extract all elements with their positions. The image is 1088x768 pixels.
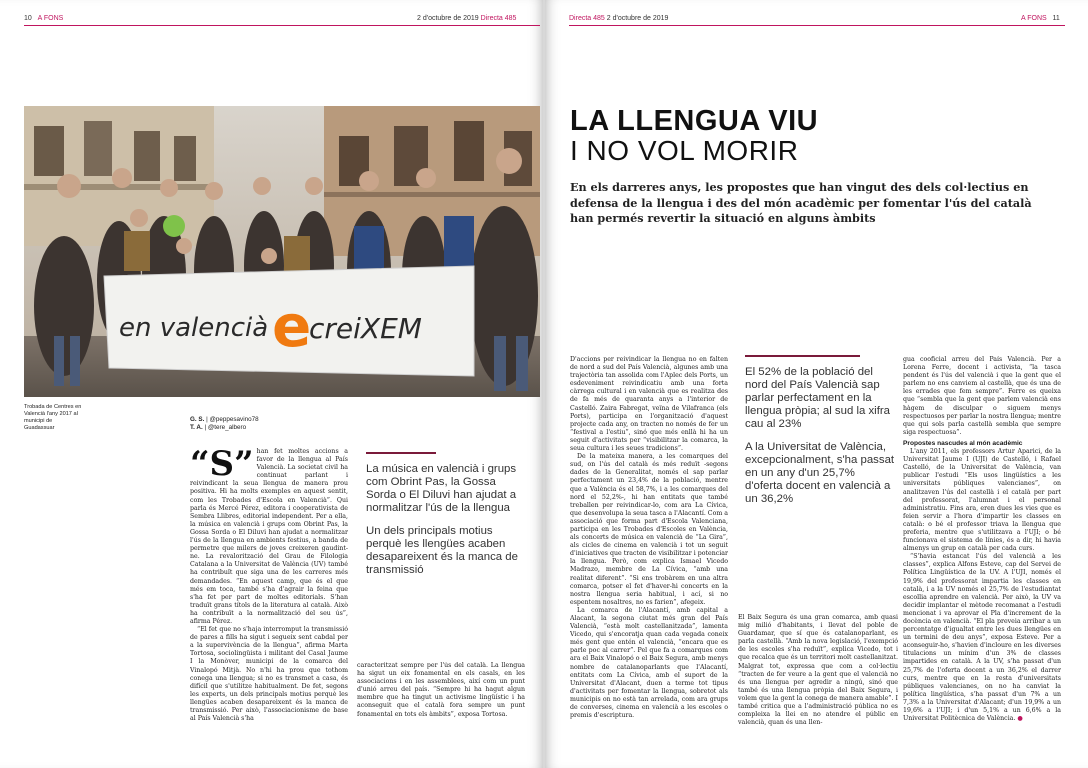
body-paragraph: caracteritzat sempre per l'ús del català. La llengua ha sigut un eix fonamental en els casals, en les associacions i en les assemblees, així com un punt d'unió arreu del país. “Sempre hi ha hagut algun membre que ha tingut un activisme lingüístic i ha aconseguit que el català fora sempre un punt fonamental en tots els àmbits”, exposa Tortosa. bbox=[357, 662, 525, 718]
credit-line bbox=[190, 424, 259, 432]
body-paragraph: gua cooficial arreu del País Valencià. Per a Lorena Ferre, docent i activista, “la tasca pendent és l'ús del valencià i que la gent que el parlem no ens canviem al castellà, que és una de les errades que fem sempre”. Ferre es queixa que “sembla que la gent que parlem valencià ens hàgem de disculpar o siguem menys respectuosos per parlar la nostra llengua; mentre que qui sols parla castellà sembla que sempre siga respectuosa”. bbox=[903, 356, 1061, 436]
headline-line-1: LA LLENGUA VIU bbox=[570, 105, 819, 137]
end-mark: ● bbox=[1017, 715, 1023, 723]
page-number: 11 bbox=[1052, 15, 1060, 22]
body-column-4 bbox=[738, 614, 898, 754]
pullquote: A la Universitat de València, excepcionalment, s'ha passat en un any d'un 25,7% d'oferta docent en valencià a un 36,2% bbox=[745, 441, 895, 505]
headline-line-2: I NO VOL MORIR bbox=[570, 135, 799, 166]
svg-text:e: e bbox=[272, 292, 312, 360]
paragraph-text: han fet moltes accions a favor de la llengua al País Valencià. La societat civil ha continuat parlant i reivindicant la seua llengua de manera prou positiva. Hi ha molts exemples en aquest sentit, com les Trobades d'Escola en Valencià”. Qui parla és Mercé Pérez, editora i cooperativista de Sembra Llibres, editorial independent. Per a ella, la música en valencià i grups com Obrint Pas, la Gossa Sorda o El Diluvi han ajudat a normalitzar l'ús de la llengua en ambients festius, a banda de permetre que milers de joves creixeren gaudint-ne. La revalorització del Grau de Filologia Catalana a la Universitat de València (UV) també ha contribuït que siga una de les carreres més demandades. “En aquest camp, que és el que més em toca, també s'ha d'agrair la feina que s'ha fet per part de moltes editorials. S'han traduït grans títols de la literatura al català. Això ha contribuït a la normalització del seu ús”, afirma Pérez. bbox=[190, 448, 348, 625]
pullquote-bar bbox=[745, 355, 860, 357]
body-paragraph: El Baix Segura és una gran comarca, amb quasi mig milió d'habitants, i llevat del poble de Guardamar, que sí que és catalanoparlant, es parla castellà. “Amb la nova legislació, l'exempció de les escoles s'ha reduït”, explica Vicedo, tot i que recalca que és un territori molt castellanitzat. Malgrat tot, expressa que com a col·lectiu “tracten de fer veure a la gent que el valencià no és una llengua per agredir a ningú, sinó que també és una llengua pròpia del Baix Segura, i volem que la gent la conega de manera amable”. I també critica que a l'administració pública no es compleixa la llei en no atendre el públic en valencià, quan és una llen- bbox=[738, 614, 898, 727]
body-paragraph: La comarca de l'Alacantí, amb capital a Alacant, la segona ciutat més gran del País Valencià, “està molt castellanitzada”, lamenta Vicedo, qui s'encoratja quan cada vegada coneix més gent que entén el valencià, “encara que es parle poc al carrer”. Pel que fa a comarques com ara el Baix Vinalopó o el Baix Segura, amb menys nombre de catalanoparlants que l'Alacantí, entitats com La Cívica, amb el suport de la Universitat d'Alacant, duen a terme tot tipus d'activitats per fomentar la llengua, sobretot als municipis on no està tan arrelada, com ara grups de converses, cinema en valencià a les escoles o premis d'escriptura. bbox=[570, 606, 728, 720]
svg-text:creiXEM: creiXEM bbox=[309, 312, 422, 345]
pullquote: El 52% de la població del nord del País Valencià sap parlar perfectament en la llengua pròpia; al sud la xifra cau al 23% bbox=[745, 366, 891, 430]
section-subhead: Propostes nascudes al món acadèmic bbox=[903, 439, 1023, 447]
body-paragraph bbox=[190, 448, 348, 626]
body-column-3 bbox=[570, 356, 728, 752]
body-paragraph: “El fet que no s'haja interromput la transmissió de pares a fills ha sigut i segueix sent cabdal per a la supervivència de la llengua”, afirma Marta Tortosa, sociolingüista i militant del Casal Jaume I la Monòver, municipi de la comarca del Vinalopó Mitjà. No n'hi ha prou que tothom conega una llengua; si no es transmet a casa, és difícil que s'utilitze habitualment. De fet, segons les experts, un dels principals motius perquè les llengües acaben desapareixent és la manca de transmissió. Per això, l'associacionisme de base al País Valencià s'ha bbox=[190, 626, 348, 723]
left-page bbox=[0, 0, 543, 768]
right-folio-page bbox=[1021, 15, 1060, 22]
credit-line bbox=[190, 416, 259, 424]
credit-handle: | @peppesavino78 bbox=[206, 416, 259, 423]
page-number: 10 bbox=[24, 15, 32, 22]
body-column-1 bbox=[190, 448, 348, 748]
author-credits bbox=[190, 416, 259, 432]
left-folio-page bbox=[24, 15, 63, 22]
credit-handle: | @tere_albero bbox=[204, 424, 247, 432]
left-pullquotes bbox=[366, 452, 518, 587]
issue-date: 2 d'octubre de 2019 bbox=[417, 15, 479, 22]
banner-text: en valencià bbox=[119, 313, 269, 343]
issue-date: 2 d'octubre de 2019 bbox=[606, 15, 669, 22]
standfirst: En els darreres anys, les propostes que han vingut des dels col·lectius en defensa de la llengua i des del món acadèmic per fomentar l'ús del català han permés revertir la situació en alguns àmbits bbox=[570, 180, 1032, 225]
header-rule bbox=[569, 25, 1065, 26]
protest-photo bbox=[24, 106, 540, 397]
header-rule bbox=[24, 25, 540, 26]
right-folio-date bbox=[569, 15, 668, 22]
body-column-2 bbox=[357, 662, 525, 752]
photo-caption: Trobada de Centres en Valencià l'any 2017 al municipi de Guadassuar bbox=[24, 404, 82, 431]
publication-name: Directa 485 bbox=[569, 15, 605, 22]
body-paragraph: D'accions per reivindicar la llengua no en falten de nord a sud del País Valencià, algunes amb una trajectòria tan assolida com l'Aplec dels Ports, un esdeveniment reivindicatiu amb una forta càrrega cultural i en valencià que es realitza des de fa més de quaranta anys a l'interior de Castelló. Zaira Fabregat, veïna de Vilafranca (els Ports), participa en l'organització d'aquest projecte cada any, on tracten no només de fer un “festival a l'estiu”, sinó que més enllà hi ha un seguit d'activitats per “visibilitzar la comarca, la seua cultura i les seues tradicions”. bbox=[570, 356, 728, 453]
publication-name: Directa 485 bbox=[480, 15, 517, 22]
body-paragraph: L'any 2011, els professors Artur Aparici, de la Universitat Jaume I (UJI) de Castelló, i Rafael Castelló, de la Universitat de València, van publicar l'estudi “Els usos lingüístics a les universitats públiques valencianes”, on analitzaven l'ús del castellà i el català per part del professorat, l'alumnat i el personal administratiu. Fins ara, eren dues les vies que es feien servir a l'hora d'impartir les classes en català: o bé el professor triava la llengua que preferia, mentre que s'utilitzava a l'UJI; o bé funcionava el sistema de línies, és a dir, hi havia almenys un grup en català per cada curs. bbox=[903, 448, 1061, 553]
pullquote-bar bbox=[366, 452, 436, 454]
credit-initials: G. S. bbox=[190, 416, 205, 423]
pullquote: La música en valencià i grups com Obrint Pas, la Gossa Sorda o El Diluvi han ajudat a normalitzar l'ús de la llengua bbox=[366, 463, 517, 514]
body-paragraph: De la mateixa manera, a les comarques del sud, on l'ús del català és més reduït -segons dades de la Generalitat, només el sap parlar perfectament un 23,4% de la població, mentre que a València és el 58,7%, i a les comarques del nord el 52,2%-, hi han entitats que també treballen per reivindicar-lo, com ara La Cívica, que desenvolupa la seua tasca a l'Alacantí. Com a associació que forma part d'Escola Valenciana, participa en les Trobades d'Escoles en València, als concerts de música en valencià de “La Gira”, als cicles de cinema en valencià i tot un seguit d'iniciatives que tracten de visibilitzar i potenciar la llengua. Però, com explica Ismael Vicedo Madrazo, membre de La Cívica, “amb una realitat diferent”. “Si ens trobàrem en una altra comarca, potser el fet d'haver-hi concerts en la nostra llengua seria habitual, i ací, si no espentem nosaltres, no es farien”, afegeix. bbox=[570, 453, 728, 606]
body-column-5 bbox=[903, 356, 1061, 754]
headline bbox=[570, 106, 818, 166]
credit-initials: T. A. bbox=[190, 424, 203, 432]
paragraph-text: “S'havia estancat l'ús del valencià a les classes”, explica Alfons Esteve, cap del Servei de Política Lingüística de la UV. A l'UJI, només el 19,9% del professorat impartia les classes en català, i a la UV només el 25,7% de l'estudiantat escollia aprendre en valencià. Per això, la UV va decidir implantar el mètode recomanat a l'estudi mencionat i va aprovar el Pla d'increment de la docència en valencià. “El pla preveia arribar a un percentatge d'igualtat entre les dues llengües en un termini de deu anys”, exposa Esteve. Per a aconseguir-ho, s'havien d'incloure en les diverses titulacions un mínim d'un 3% de classes impartides en català. A la UV, s'ha passat d'un 25,7% de l'oferta docent a un 36,2% el darrer curs, mentre que en la resta d'universitats públiques valencianes, on no ha canviat la política lingüística, s'ha passat d'un 7% a un 7,3% a la Universitat d'Alacant; d'un 19,9% a un 19,6% a l'UJI; i d'un 5,1% a un 6,6% a la Universitat Politècnica de València. bbox=[903, 553, 1061, 723]
left-folio-date bbox=[417, 15, 516, 22]
body-paragraph bbox=[903, 553, 1061, 723]
section-name: A FONS bbox=[37, 15, 64, 22]
drop-cap: “S” bbox=[190, 448, 254, 484]
section-name: A FONS bbox=[1021, 15, 1047, 22]
right-pullquotes bbox=[745, 355, 895, 516]
pullquote: Un dels principals motius perquè les llengües acaben desapareixent és la manca de transmissió bbox=[366, 525, 518, 576]
